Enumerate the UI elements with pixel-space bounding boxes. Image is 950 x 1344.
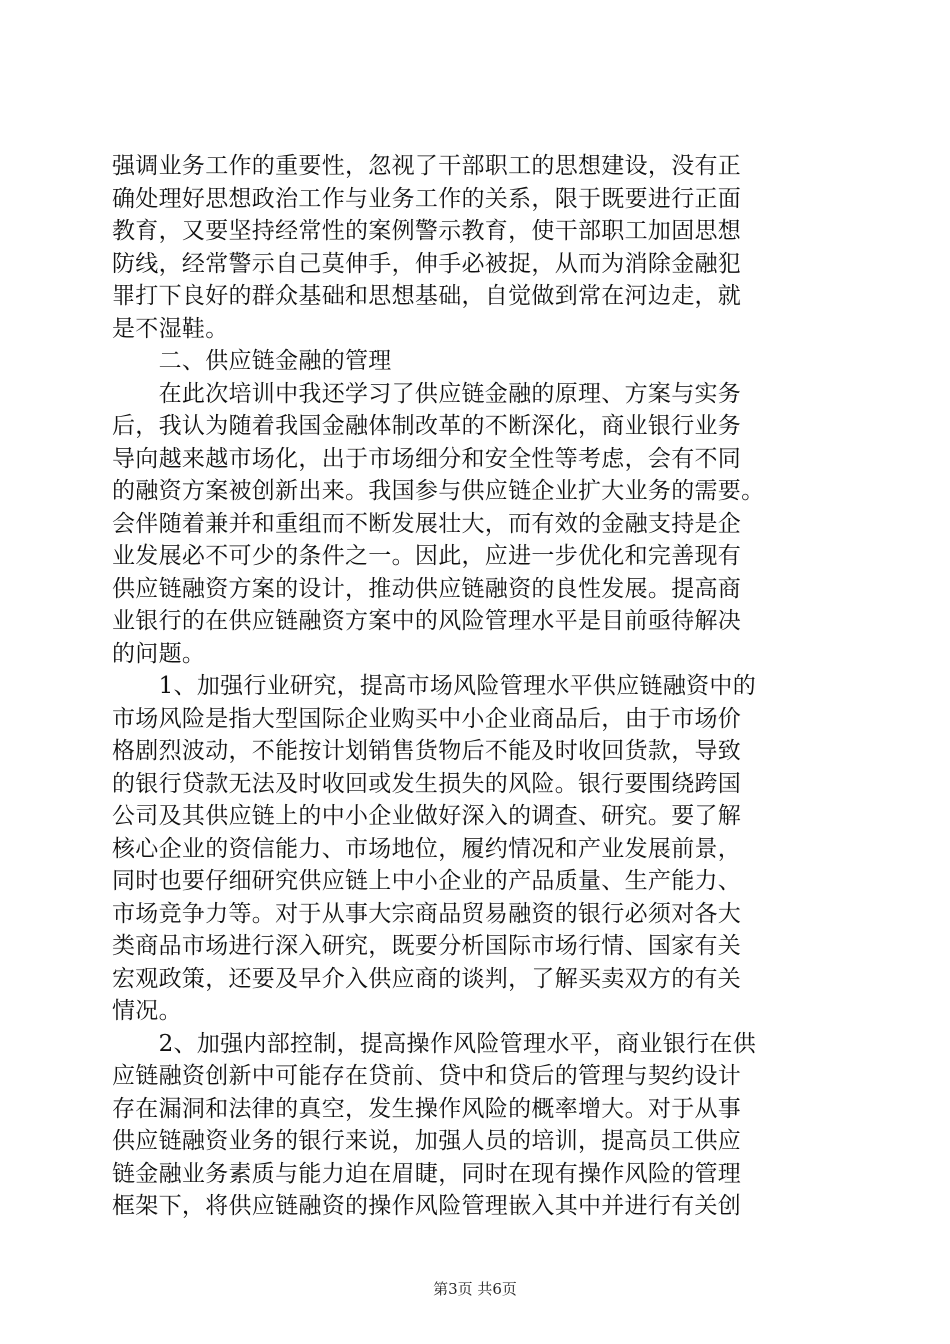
body-text-line: 的融资方案被创新出来。我国参与供应链企业扩大业务的需要。: [112, 478, 765, 504]
body-text-line: 是不湿鞋。: [112, 315, 229, 342]
body-text-line: 格剧烈波动，不能按计划销售货物后不能及时收回货款，导致: [112, 738, 742, 764]
body-text-line: 核心企业的资信能力、市场地位，履约情况和产业发展前景，: [112, 835, 742, 862]
body-text-line: 防线，经常警示自己莫伸手，伸手必被捉，从而为消除金融犯: [112, 250, 742, 277]
body-text-line: 确处理好思想政治工作与业务工作的关系，限于既要进行正面: [112, 185, 742, 212]
body-text-line: 链金融业务素质与能力迫在眉睫，同时在现有操作风险的管理: [112, 1160, 742, 1187]
body-text-line: 2、加强内部控制，提高操作风险管理水平，商业银行在供: [112, 1030, 757, 1057]
body-text-line: 框架下，将供应链融资的操作风险管理嵌入其中并进行有关创: [112, 1193, 742, 1219]
body-text-line: 1、加强行业研究，提高市场风险管理水平供应链融资中的: [112, 673, 757, 699]
body-text-line: 应链融资创新中可能存在贷前、贷中和贷后的管理与契约设计: [112, 1063, 742, 1089]
body-text-line: 市场竞争力等。对于从事大宗商品贸易融资的银行必须对各大: [112, 900, 742, 927]
body-text-line: 业银行的在供应链融资方案中的风险管理水平是目前亟待解决: [112, 608, 742, 634]
body-text-line: 的问题。: [112, 640, 206, 667]
body-text-line: 罪打下良好的群众基础和思想基础，自觉做到常在河边走，就: [112, 283, 742, 309]
body-text-line: 后，我认为随着我国金融体制改革的不断深化，商业银行业务: [112, 413, 742, 439]
body-text-line: 供应链融资方案的设计，推动供应链融资的良性发展。提高商: [112, 575, 742, 602]
body-text-line: 在此次培训中我还学习了供应链金融的原理、方案与实务: [112, 380, 742, 407]
body-text-line: 市场风险是指大型国际企业购买中小企业商品后，由于市场价: [112, 705, 742, 732]
body-text-line: 公司及其供应链上的中小企业做好深入的调查、研究。要了解: [112, 803, 742, 829]
body-text-line: 宏观政策，还要及早介入供应商的谈判，了解买卖双方的有关: [112, 965, 742, 992]
body-text-line: 业发展必不可少的条件之一。因此，应进一步优化和完善现有: [112, 543, 742, 569]
body-text-line: 教育，又要坚持经常性的案例警示教育，使干部职工加固思想: [112, 218, 742, 244]
body-text-line: 二、供应链金融的管理: [112, 348, 392, 374]
body-text-line: 情况。: [112, 998, 182, 1024]
body-text-line: 强调业务工作的重要性，忽视了干部职工的思想建设，没有正: [112, 153, 742, 179]
body-text-line: 导向越来越市场化，出于市场细分和安全性等考虑，会有不同: [112, 445, 742, 472]
document-body: [112, 150, 832, 1223]
page-footer: 第3页 共6页: [433, 1280, 517, 1298]
body-text-line: 同时也要仔细研究供应链上中小企业的产品质量、生产能力、: [112, 868, 742, 894]
body-text-line: 存在漏洞和法律的真空，发生操作风险的概率增大。对于从事: [112, 1095, 742, 1122]
body-text-line: 类商品市场进行深入研究，既要分析国际市场行情、国家有关: [112, 933, 742, 959]
body-text-line: 供应链融资业务的银行来说，加强人员的培训，提高员工供应: [112, 1128, 742, 1154]
body-text-line: 的银行贷款无法及时收回或发生损失的风险。银行要围绕跨国: [112, 770, 742, 797]
body-text-line: 会伴随着兼并和重组而不断发展壮大，而有效的金融支持是企: [112, 510, 742, 537]
